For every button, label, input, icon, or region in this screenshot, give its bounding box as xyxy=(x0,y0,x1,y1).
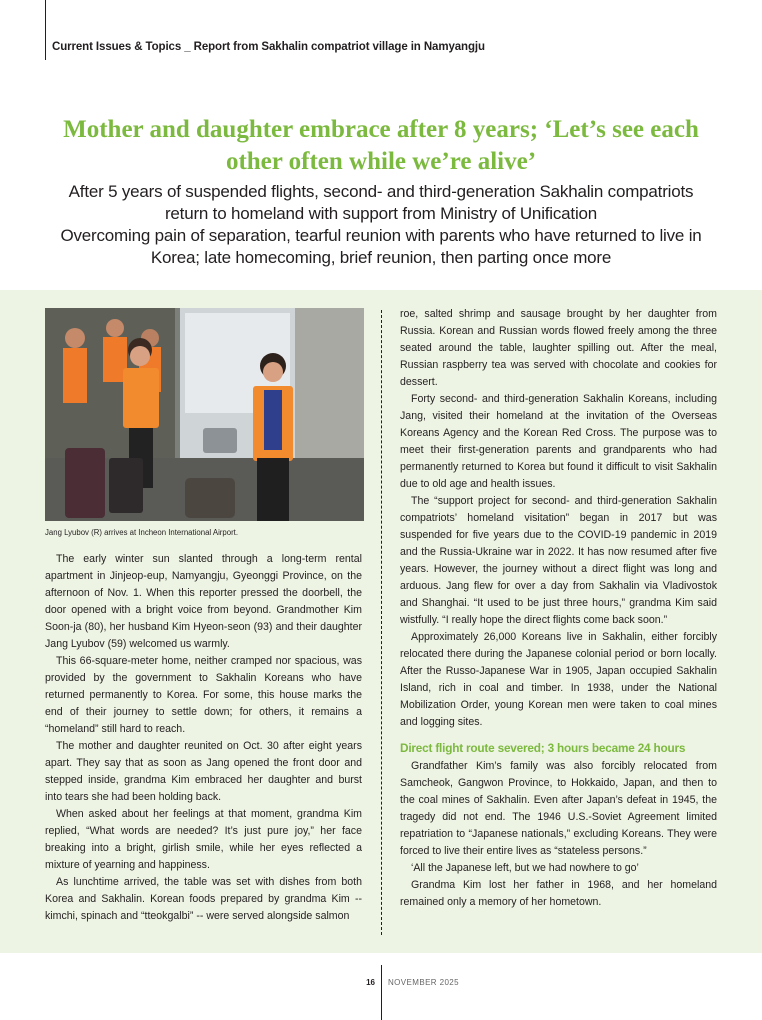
paragraph: roe, salted shrimp and sausage brought by her daughter from Russia. Korean and Russian words flowed freely among the three seated around the table, laughter spilling out. After the meal, Russian raspberry tea was served with chocolate and cookies for dessert. xyxy=(400,308,717,388)
page-number: 16 xyxy=(366,978,375,987)
article-photo xyxy=(45,308,364,521)
title-line: other often while we’re alive’ xyxy=(225,148,537,175)
section-subheading: Direct flight route severed; 3 hours became 24 hours xyxy=(400,741,686,755)
subtitle-line: Overcoming pain of separation, tearful reunion with parents who have returned to live in xyxy=(60,226,702,245)
paragraph: When asked about her feelings at that moment, grandma Kim replied, “What words are needed? It’s just pure joy,” her face breaking into a bright, girlish smile, while her eyes reflected a mixture of yearning and happiness. xyxy=(45,808,362,871)
photo-caption: Jang Lyubov (R) arrives at Incheon International Airport. xyxy=(45,528,239,537)
subtitle-line: return to homeland with support from Ministry of Unification xyxy=(164,204,598,223)
right-column xyxy=(400,306,717,911)
subtitle-line: Korea; late homecoming, brief reunion, then parting once more xyxy=(150,248,612,267)
paragraph: The early winter sun slanted through a long-term rental apartment in Jinjeop-eup, Namyangju, Gyeonggi Province, on the afternoon of Nov. 1. When this reporter pressed the doorbell, the door opened with a bright voice from beyond. Grandmother Kim Soon-ja (80), her husband Kim Hyeon-seon (93) and their daughter Jang Lyubov (59) welcomed us warmly. xyxy=(45,553,362,650)
section-label: Current Issues & Topics _ Report from Sakhalin compatriot village in Namyangju xyxy=(52,41,485,53)
subtitle-line: After 5 years of suspended flights, second- and third-generation Sakhalin compatriots xyxy=(68,182,694,201)
article-title xyxy=(40,114,722,178)
paragraph: Approximately 26,000 Koreans live in Sakhalin, either forcibly relocated there during the Japanese colonial period or born locally. After the Russo-Japanese War in 1905, Japan occupied Sakhalin Island, rich in coal and timber. In 1938, under the National Mobilization Order, young Korean men were taken to coal mines and logging sites. xyxy=(400,631,717,728)
column-divider xyxy=(381,310,382,935)
article-subtitle xyxy=(20,181,742,269)
footer-rule xyxy=(381,965,382,1020)
paragraph: The “support project for second- and third-generation Sakhalin compatriots’ homeland visitation” began in 2017 but was suspended for five years due to the COVID-19 pandemic in 2019 and the Russia-Ukraine war in 2022. It has now resumed after five years. However, the journey without a direct flight was long and arduous. Jang flew for over a day from Sakhalin via Vladivostok and Shanghai. “It used to be just three hours,” grandma Kim said wistfully. “I really hope the direct flights come back soon.” xyxy=(400,495,717,626)
title-line: Mother and daughter embrace after 8 years; ‘Let’s see each xyxy=(63,116,699,143)
paragraph: Forty second- and third-generation Sakhalin Koreans, including Jang, visited their homeland at the invitation of the Overseas Koreans Agency and the Korean Red Cross. The purpose was to meet their first-generation parents and grandparents who had permanently returned to Korea but found it difficult to visit Sakhalin due to old age and health issues. xyxy=(400,393,717,490)
paragraph: This 66-square-meter home, neither cramped nor spacious, was provided by the government to Sakhalin Koreans who have returned permanently to Korea. For some, this house marks the end of their journey to settle down; for others, it remains a “homeland” still hard to reach. xyxy=(45,655,362,735)
issue-date: NOVEMBER 2025 xyxy=(388,978,460,987)
paragraph: Grandfather Kim’s family was also forcibly relocated from Samcheok, Gangwon Province, to Hokkaido, Japan, and then to the coal mines of Sakhalin. Even after Japan’s defeat in 1945, the tragedy did not end. The 1946 U.S.-Soviet Agreement limited repatriation to “Japanese nationals,” excluding Koreans. They were forced to live their entire lives as “stateless persons.” xyxy=(400,760,717,857)
left-column xyxy=(45,551,362,925)
paragraph: Grandma Kim lost her father in 1968, and her homeland remained only a memory of her hometown. xyxy=(400,879,717,908)
paragraph: As lunchtime arrived, the table was set with dishes from both Korea and Sakhalin. Korean foods prepared by grandma Kim -- kimchi, spinach and “tteokgalbi” -- were served alongside salmon xyxy=(45,876,362,922)
paragraph: ‘All the Japanese left, but we had nowhere to go’ xyxy=(411,862,639,874)
header-rule xyxy=(45,0,46,60)
paragraph: The mother and daughter reunited on Oct. 30 after eight years apart. They say that as soon as Jang opened the front door and stepped inside, grandma Kim embraced her daughter and burst into tears she had been holding back. xyxy=(45,740,362,803)
